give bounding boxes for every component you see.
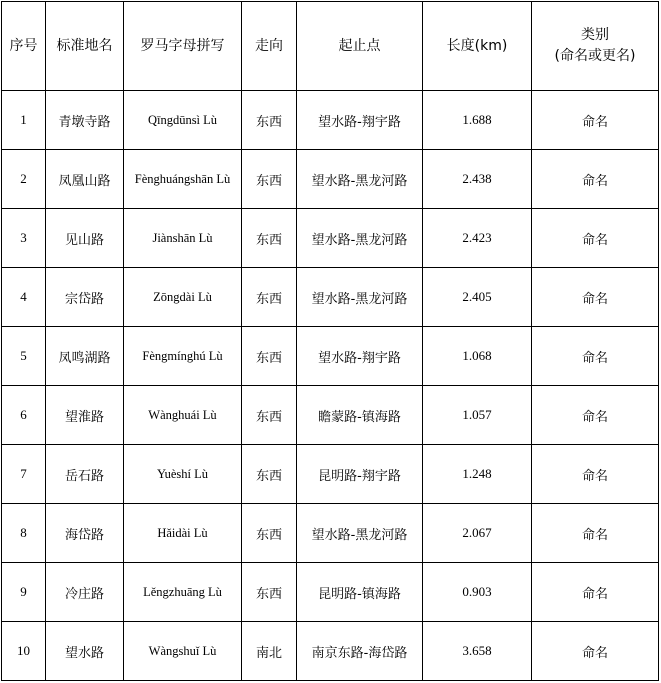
road-names-table [1, 1, 659, 681]
cell-direction: 东西 [242, 563, 297, 622]
cell-direction: 东西 [242, 268, 297, 327]
header-category-line2: (命名或更名) [554, 48, 636, 64]
cell-roman: Fènghuángshān Lù [124, 150, 242, 209]
cell-endpoints: 望水路-翔宇路 [297, 327, 423, 386]
cell-index: 5 [2, 327, 46, 386]
cell-endpoints: 昆明路-翔宇路 [297, 445, 423, 504]
cell-length: 2.067 [423, 504, 532, 563]
cell-name: 凤鸣湖路 [46, 327, 124, 386]
cell-category: 命名 [532, 327, 659, 386]
header-roman: 罗马字母拼写 [124, 2, 242, 91]
cell-roman: Yuèshí Lù [124, 445, 242, 504]
header-endpoints: 起止点 [297, 2, 423, 91]
header-length: 长度(km) [423, 2, 532, 91]
cell-name: 冷庄路 [46, 563, 124, 622]
cell-roman: Jiànshān Lù [124, 209, 242, 268]
table-row [2, 445, 659, 504]
cell-endpoints: 望水路-黑龙河路 [297, 209, 423, 268]
cell-roman: Wàngshuǐ Lù [124, 622, 242, 681]
cell-length: 2.405 [423, 268, 532, 327]
table-row [2, 327, 659, 386]
cell-roman: Hǎidài Lù [124, 504, 242, 563]
cell-endpoints: 昆明路-镇海路 [297, 563, 423, 622]
cell-roman: Qīngdūnsì Lù [124, 91, 242, 150]
cell-index: 8 [2, 504, 46, 563]
cell-length: 1.248 [423, 445, 532, 504]
cell-length: 1.068 [423, 327, 532, 386]
cell-direction: 东西 [242, 91, 297, 150]
cell-direction: 东西 [242, 209, 297, 268]
cell-name: 望水路 [46, 622, 124, 681]
table-row [2, 386, 659, 445]
cell-category: 命名 [532, 622, 659, 681]
cell-index: 3 [2, 209, 46, 268]
cell-name: 凤凰山路 [46, 150, 124, 209]
cell-endpoints: 望水路-黑龙河路 [297, 150, 423, 209]
cell-name: 宗岱路 [46, 268, 124, 327]
cell-roman: Lěngzhuāng Lù [124, 563, 242, 622]
cell-category: 命名 [532, 150, 659, 209]
cell-name: 青墩寺路 [46, 91, 124, 150]
cell-length: 0.903 [423, 563, 532, 622]
cell-category: 命名 [532, 504, 659, 563]
table-row [2, 150, 659, 209]
table-row [2, 622, 659, 681]
cell-category: 命名 [532, 91, 659, 150]
cell-direction: 东西 [242, 327, 297, 386]
header-category-line1: 类别 [581, 27, 609, 43]
cell-index: 1 [2, 91, 46, 150]
cell-index: 9 [2, 563, 46, 622]
cell-endpoints: 望水路-黑龙河路 [297, 268, 423, 327]
header-name: 标准地名 [46, 2, 124, 91]
cell-length: 2.438 [423, 150, 532, 209]
cell-direction: 东西 [242, 386, 297, 445]
cell-endpoints: 望水路-翔宇路 [297, 91, 423, 150]
cell-direction: 南北 [242, 622, 297, 681]
cell-category: 命名 [532, 445, 659, 504]
cell-roman: Zōngdài Lù [124, 268, 242, 327]
cell-roman: Fèngmínghú Lù [124, 327, 242, 386]
header-index: 序号 [2, 2, 46, 91]
cell-index: 2 [2, 150, 46, 209]
header-category [532, 2, 659, 91]
cell-length: 3.658 [423, 622, 532, 681]
cell-name: 见山路 [46, 209, 124, 268]
table-row [2, 91, 659, 150]
cell-length: 1.057 [423, 386, 532, 445]
cell-direction: 东西 [242, 504, 297, 563]
cell-endpoints: 南京东路-海岱路 [297, 622, 423, 681]
cell-direction: 东西 [242, 445, 297, 504]
cell-category: 命名 [532, 268, 659, 327]
cell-roman: Wànghuái Lù [124, 386, 242, 445]
cell-index: 10 [2, 622, 46, 681]
cell-length: 1.688 [423, 91, 532, 150]
cell-endpoints: 瞻蒙路-镇海路 [297, 386, 423, 445]
header-direction: 走向 [242, 2, 297, 91]
cell-length: 2.423 [423, 209, 532, 268]
cell-category: 命名 [532, 563, 659, 622]
cell-name: 望淮路 [46, 386, 124, 445]
header-row [2, 2, 659, 91]
cell-endpoints: 望水路-黑龙河路 [297, 504, 423, 563]
cell-name: 海岱路 [46, 504, 124, 563]
cell-category: 命名 [532, 386, 659, 445]
table-row [2, 209, 659, 268]
table-row [2, 504, 659, 563]
cell-index: 4 [2, 268, 46, 327]
table-row [2, 268, 659, 327]
cell-index: 7 [2, 445, 46, 504]
table-row [2, 563, 659, 622]
cell-index: 6 [2, 386, 46, 445]
cell-direction: 东西 [242, 150, 297, 209]
cell-name: 岳石路 [46, 445, 124, 504]
cell-category: 命名 [532, 209, 659, 268]
